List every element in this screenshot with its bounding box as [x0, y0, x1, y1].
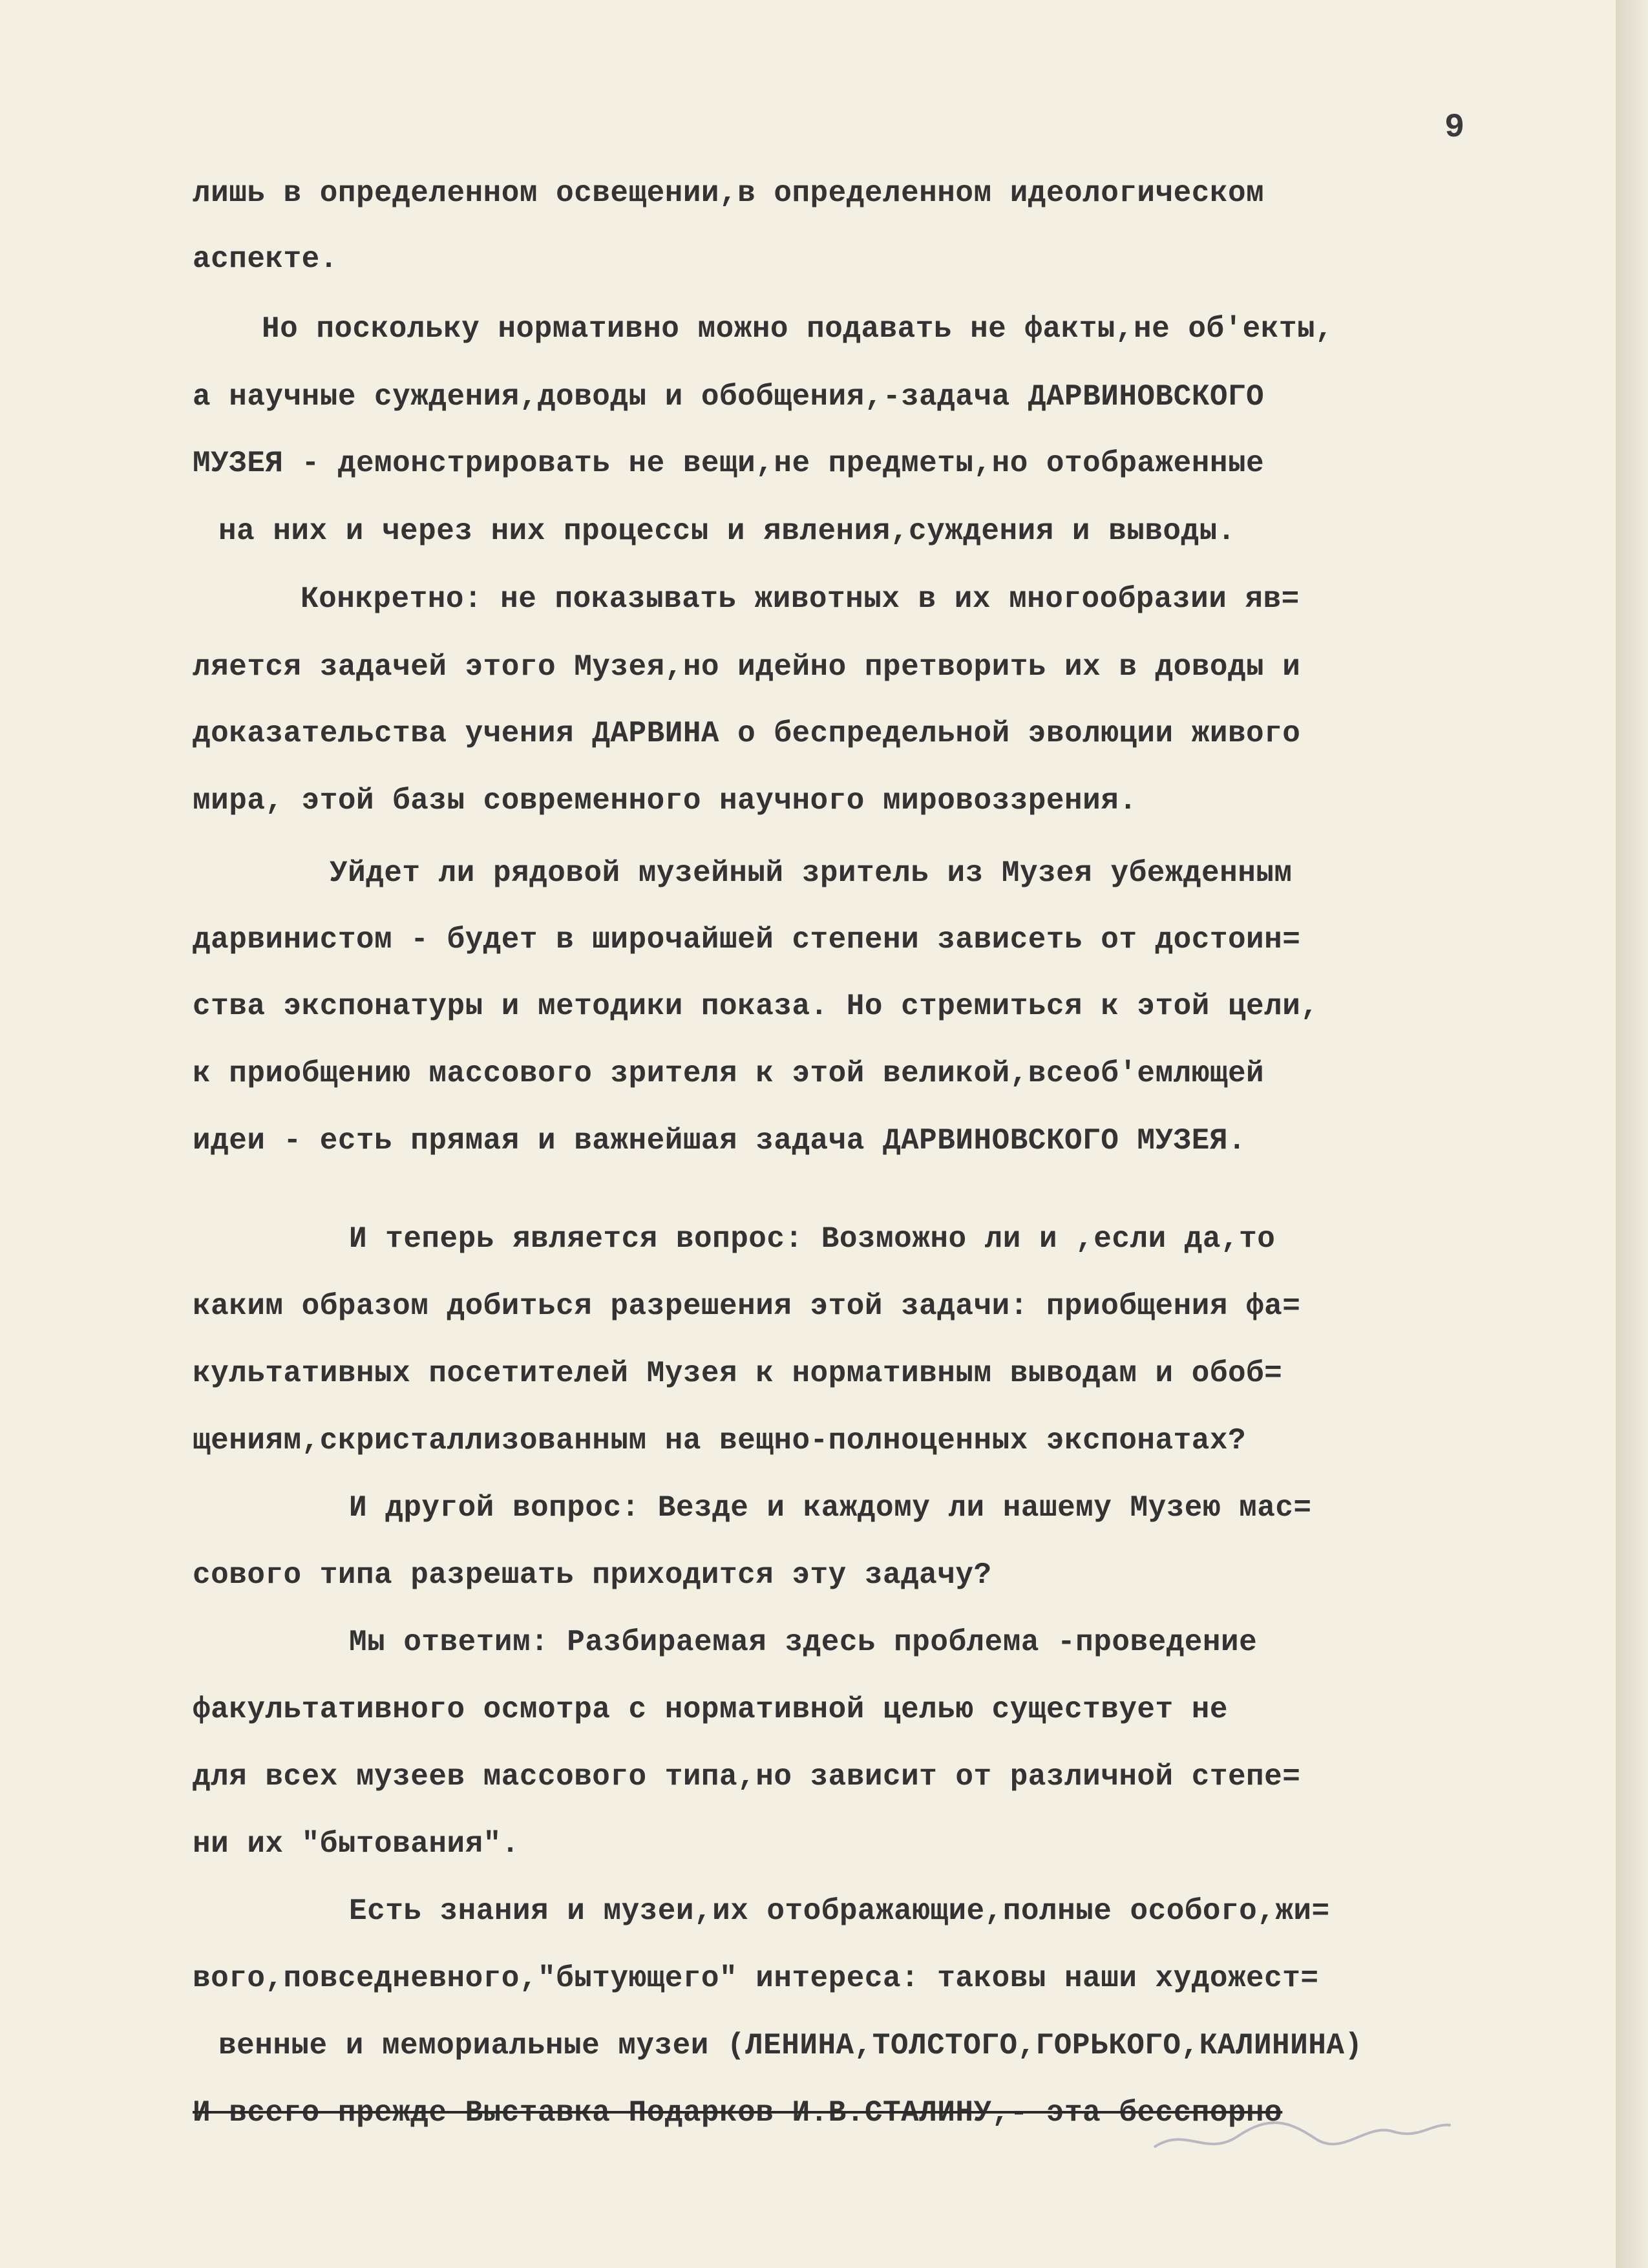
text-line: Уйдет ли рядовой музейный зритель из Музея убежденным [330, 856, 1293, 890]
text-line: идеи - есть прямая и важнейшая задача ДАРВИНОВСКОГО МУЗЕЯ. [193, 1124, 1247, 1158]
text-line: МУЗЕЯ - демонстрировать не вещи,не предметы,но отображенные [193, 447, 1265, 480]
page-number: 9 [1444, 109, 1465, 147]
text-line: Мы ответим: Разбираемая здесь проблема -проведение [349, 1626, 1258, 1659]
text-line: Но поскольку нормативно можно подавать не факты,не об'екты, [262, 312, 1334, 346]
text-line: Есть знания и музеи,их отображающие,полные особого,жи= [349, 1894, 1330, 1928]
text-line: ства экспонатуры и методики показа. Но стремиться к этой цели, [193, 990, 1319, 1023]
text-line: сового типа разрешать приходится эту задачу? [193, 1558, 992, 1592]
text-line: для всех музеев массового типа,но зависит от различной степе= [193, 1760, 1301, 1794]
text-line: щениям,скристаллизованным на вещно-полноценных экспонатах? [193, 1424, 1247, 1457]
text-line: лишь в определенном освещении,в определенном идеологическом [193, 176, 1265, 210]
text-line: мира, этой базы современного научного мировоззрения. [193, 784, 1137, 818]
text-line: доказательства учения ДАРВИНА о беспредельной эволюции живого [193, 717, 1301, 750]
text-line: дарвинистом - будет в широчайшей степени зависеть от достоин= [193, 923, 1301, 957]
text-line: аспекте. [193, 242, 338, 276]
text-line: факультативного осмотра с нормативной целью существует не [193, 1693, 1228, 1726]
text-line: вого,повседневного,"бытующего" интереса: таковы наши художест= [193, 1962, 1319, 1995]
text-line: а научные суждения,доводы и обобщения,-задача ДАРВИНОВСКОГО [193, 380, 1265, 414]
struck-text-line: И всего прежде Выставка Подарков И.В.СТАЛИНУ,- эта бесспорно [193, 2096, 1283, 2130]
text-line: И теперь является вопрос: Возможно ли и ,если да,то [349, 1222, 1276, 1256]
text-line: венные и мемориальные музеи (ЛЕНИНА,ТОЛСТОГО,ГОРЬКОГО,КАЛИНИНА) [218, 2029, 1363, 2062]
text-line: Конкретно: не показывать животных в их многообразии яв= [301, 582, 1300, 616]
text-line: ляется задачей этого Музея,но идейно претворить их в доводы и [193, 650, 1301, 684]
text-line: на них и через них процессы и явления,суждения и выводы. [218, 514, 1236, 548]
text-line: к приобщению массового зрителя к этой великой,всеоб'емлющей [193, 1057, 1265, 1090]
text-line: каким образом добиться разрешения этой задачи: приобщения фа= [193, 1289, 1301, 1323]
text-line: ни их "бытования". [193, 1827, 520, 1861]
text-line: И другой вопрос: Везде и каждому ли нашему Музею мас= [349, 1491, 1312, 1525]
page-edge [1616, 0, 1648, 2268]
text-line: культативных посетителей Музея к нормативным выводам и обоб= [193, 1357, 1283, 1390]
